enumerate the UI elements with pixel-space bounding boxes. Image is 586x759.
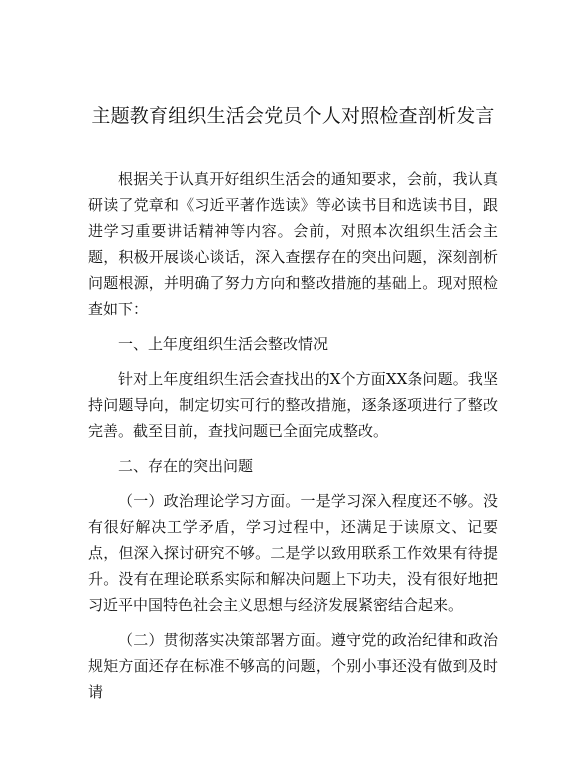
paragraph-implementation: （二）贯彻落实决策部署方面。遵守党的政治纪律和政治规矩方面还存在标准不够高的问题，个别小事还没有做到及时请 [88, 631, 498, 701]
paragraph-theory-study: （一）政治理论学习方面。一是学习深入程度还不够。没有很好解决工学矛盾，学习过程中，还满足于读原文、记要点，但深入探讨研究不够。二是学以致用联系工作效果有待提升。没有在理论联系实际和解决问题上下功夫，没有很好地把习近平中国特色社会主义思想与经济发展紧密结合起来。 [88, 492, 498, 614]
paragraph-rectification: 针对上年度组织生活会查找出的X个方面XX条问题。我坚持问题导向，制定切实可行的整改措施，逐条逐项进行了整改完善。截至目前，查找问题已全面完成整改。 [88, 370, 498, 440]
paragraph-intro: 根据关于认真开好组织生活会的通知要求，会前，我认真研读了党章和《习近平著作选读》等必读书目和选读书目，跟进学习重要讲话精神等内容。会前，对照本次组织生活会主题，积极开展谈心谈话，深入查摆存在的突出问题，深刻剖析问题根源，并明确了努力方向和整改措施的基础上。现对照检查如下： [88, 170, 498, 318]
section-heading-2: 二、存在的突出问题 [118, 457, 254, 475]
document-title: 主题教育组织生活会党员个人对照检查剖析发言 [91, 105, 495, 127]
document-body [88, 166, 498, 714]
section-heading-1: 一、上年度组织生活会整改情况 [118, 335, 329, 353]
